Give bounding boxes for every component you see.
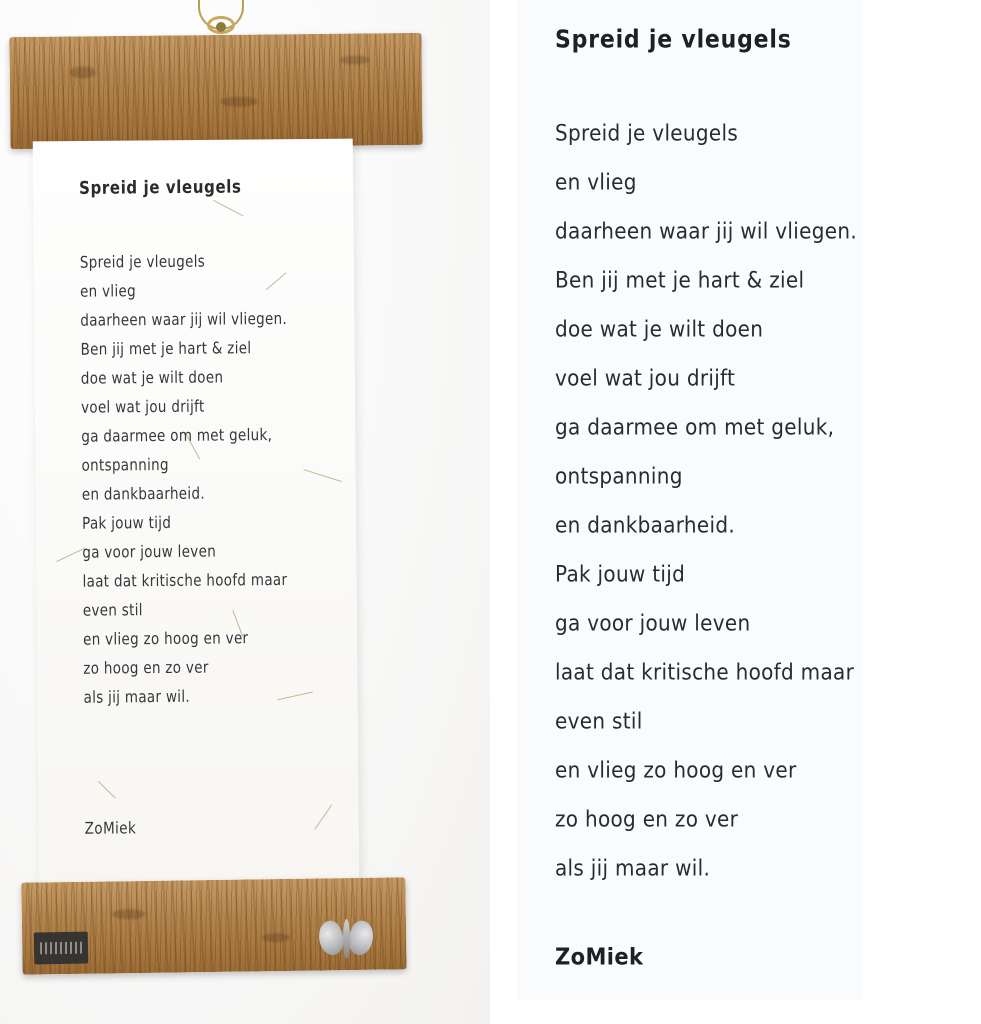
paper-sheet — [33, 139, 360, 894]
poem-line: Ben jij met je hart & ziel — [80, 338, 252, 360]
transcript-line: laat dat kritische hoofd maar — [555, 658, 855, 686]
poem-line: ga voor jouw leven — [82, 542, 217, 563]
paper-fiber — [98, 781, 116, 799]
wood-knot — [262, 933, 290, 942]
photo-signature: ZoMiek — [84, 818, 137, 839]
transcript-title: Spreid je vleugels — [555, 26, 792, 54]
butterfly-charm-icon — [318, 915, 376, 963]
poem-line: zo hoog en zo ver — [83, 658, 209, 679]
maker-label — [34, 932, 89, 965]
product-photo — [0, 0, 490, 1024]
paper-fiber — [213, 200, 244, 217]
transcript-line: zo hoog en zo ver — [555, 805, 739, 833]
transcript-signature: ZoMiek — [555, 943, 644, 971]
poem-line: doe wat je wilt doen — [80, 368, 224, 389]
poem-line: en dankbaarheid. — [81, 484, 205, 505]
transcript-line: Pak jouw tijd — [555, 560, 686, 588]
transcript-line: voel wat jou drijft — [555, 364, 736, 392]
poem-line: Spreid je vleugels — [79, 252, 206, 273]
poem-line: voel wat jou drijft — [80, 397, 205, 418]
transcript-line: ontspanning — [555, 462, 683, 490]
transcript-line: ga daarmee om met geluk, — [555, 413, 835, 441]
wood-knot — [220, 97, 258, 107]
paper-fiber — [314, 804, 332, 829]
poem-line: daarheen waar jij wil vliegen. — [80, 309, 288, 331]
butterfly-body — [343, 919, 350, 959]
transcript-line: en vlieg zo hoog en ver — [555, 756, 797, 784]
transcript-line: daarheen waar jij wil vliegen. — [555, 217, 857, 245]
transcript-line: en vlieg — [555, 168, 637, 196]
poem-line: Pak jouw tijd — [81, 513, 172, 534]
hanger-screw-icon — [216, 22, 226, 32]
transcript-body — [555, 109, 857, 893]
transcript-card — [517, 0, 862, 1000]
transcript-line: doe wat je wilt doen — [555, 315, 764, 343]
poem-line: ontspanning — [81, 455, 169, 476]
poem-line: en vlieg — [79, 281, 137, 302]
transcript-line: even stil — [555, 707, 643, 735]
photo-poem-body — [80, 247, 334, 713]
transcript-pane — [490, 0, 981, 1024]
wooden-bar-top — [9, 33, 422, 149]
poem-line: even stil — [82, 600, 143, 621]
poem-line: laat dat kritische hoofd maar — [82, 570, 288, 592]
transcript-line: Spreid je vleugels — [555, 119, 739, 147]
photo-poem-title: Spreid je vleugels — [79, 175, 242, 199]
wood-knot — [340, 55, 370, 64]
poem-line: als jij maar wil. — [83, 687, 191, 708]
transcript-line: als jij maar wil. — [555, 854, 711, 882]
wood-knot — [70, 66, 96, 78]
poem-line: en vlieg zo hoog en ver — [82, 628, 249, 650]
transcript-line: ga voor jouw leven — [555, 609, 751, 637]
transcript-line: Ben jij met je hart & ziel — [555, 266, 805, 294]
maker-label-text — [40, 942, 82, 955]
poem-line: ga daarmee om met geluk, — [81, 425, 273, 447]
paper-fiber — [56, 547, 85, 562]
transcript-line: en dankbaarheid. — [555, 511, 736, 539]
wood-knot — [112, 909, 146, 919]
